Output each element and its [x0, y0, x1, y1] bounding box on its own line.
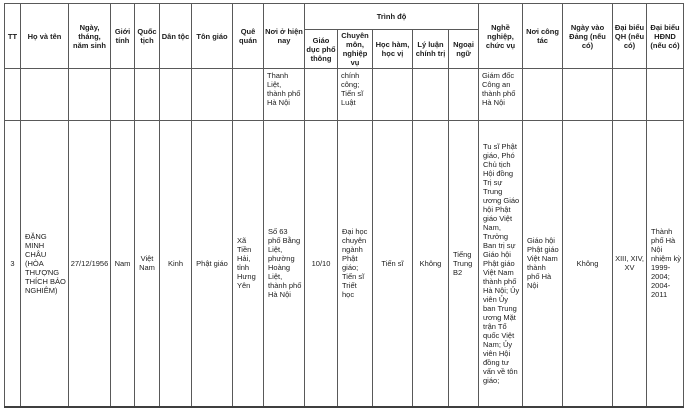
cell-council-deputy: Thành phố Hà Nội nhiệm kỳ 1999-2004; 2004-2011: [647, 121, 684, 407]
header-qualification-group: Trình độ: [305, 4, 479, 30]
cell-residence: Số 63 phố Bằng Liệt, phường Hoàng Liệt, thành phố Hà Nội: [264, 121, 305, 407]
empty-cell: [233, 69, 264, 121]
header-party-join-date: Ngày vào Đảng (nếu có): [563, 4, 613, 69]
cell-occupation-carryover: Giám đốc Công an thành phố Hà Nội: [479, 69, 523, 121]
cell-nationality: Việt Nam: [135, 121, 160, 407]
header-residence: Nơi ở hiện nay: [264, 4, 305, 69]
header-council-deputy: Đại biểu HĐND (nếu có): [647, 4, 684, 69]
document-page: [4, 3, 684, 408]
cell-ethnicity: Kinh: [160, 121, 192, 407]
empty-cell: [160, 69, 192, 121]
header-nationality: Quốc tịch: [135, 4, 160, 69]
header-general-education: Giáo dục phổ thông: [305, 30, 338, 69]
carryover-row: [5, 69, 684, 121]
empty-cell: [523, 69, 563, 121]
empty-cell: [647, 69, 684, 121]
header-political-theory: Lý luận chính trị: [413, 30, 449, 69]
cell-party-join-date: Không: [563, 121, 613, 407]
cell-hometown: Xã Tiền Hải, tỉnh Hưng Yên: [233, 121, 264, 407]
table-row-3: [5, 121, 684, 407]
cell-workplace: Giáo hội Phật giáo Việt Nam thành phố Hà Nội: [523, 121, 563, 407]
empty-cell: [305, 69, 338, 121]
header-foreign-language: Ngoại ngữ: [449, 30, 479, 69]
cell-general-education: 10/10: [305, 121, 338, 407]
empty-cell: [563, 69, 613, 121]
empty-cell: [69, 69, 111, 121]
header-ethnicity: Dân tộc: [160, 4, 192, 69]
cell-dob: 27/12/1956: [69, 121, 111, 407]
cell-foreign-language: Tiếng Trung B2: [449, 121, 479, 407]
header-tt: TT: [5, 4, 21, 69]
empty-cell: [5, 69, 21, 121]
header-gender: Giới tính: [111, 4, 135, 69]
header-workplace: Nơi công tác: [523, 4, 563, 69]
header-professional-qualification: Chuyên môn, nghiệp vụ: [338, 30, 373, 69]
header-hometown: Quê quán: [233, 4, 264, 69]
header-name: Họ và tên: [21, 4, 69, 69]
empty-cell: [613, 69, 647, 121]
header-na-deputy: Đại biểu QH (nếu có): [613, 4, 647, 69]
delegate-info-table: [4, 3, 684, 408]
empty-cell: [135, 69, 160, 121]
header-occupation: Nghề nghiệp, chức vụ: [479, 4, 523, 69]
cell-gender: Nam: [111, 121, 135, 407]
empty-cell: [373, 69, 413, 121]
header-dob: Ngày, tháng, năm sinh: [69, 4, 111, 69]
empty-cell: [449, 69, 479, 121]
empty-cell: [21, 69, 69, 121]
cell-tt: 3: [5, 121, 21, 407]
header-academic-title: Học hàm, học vị: [373, 30, 413, 69]
cell-professional-qualification: Đại học chuyên ngành Phật giáo; Tiến sĩ Triết học: [338, 121, 373, 407]
header-religion: Tôn giáo: [192, 4, 233, 69]
cell-occupation: Tu sĩ Phật giáo, Phó Chủ tịch Hội đồng Trị sự Trung ương Giáo hội Phật giáo Việt Nam, Trưởng Ban trị sự Giáo hội Phật giáo Việt Nam thành phố Hà Nội; Ủy viên Ủy ban Trung ương Mặt trận Tổ quốc Việt Nam; Ủy viên Hội đồng tư vấn về tôn giáo;: [479, 121, 523, 407]
cell-qualification-carryover: chính công; Tiến sĩ Luật: [338, 69, 373, 121]
empty-cell: [111, 69, 135, 121]
empty-cell: [413, 69, 449, 121]
cell-na-deputy: XIII, XIV, XV: [613, 121, 647, 407]
cell-residence-carryover: Thanh Liệt, thành phố Hà Nội: [264, 69, 305, 121]
cell-name: ĐẶNG MINH CHÂU (HÒA THƯỢNG THÍCH BẢO NGHIÊM): [21, 121, 69, 407]
cell-political-theory: Không: [413, 121, 449, 407]
empty-cell: [192, 69, 233, 121]
cell-religion: Phật giáo: [192, 121, 233, 407]
cell-academic-title: Tiến sĩ: [373, 121, 413, 407]
